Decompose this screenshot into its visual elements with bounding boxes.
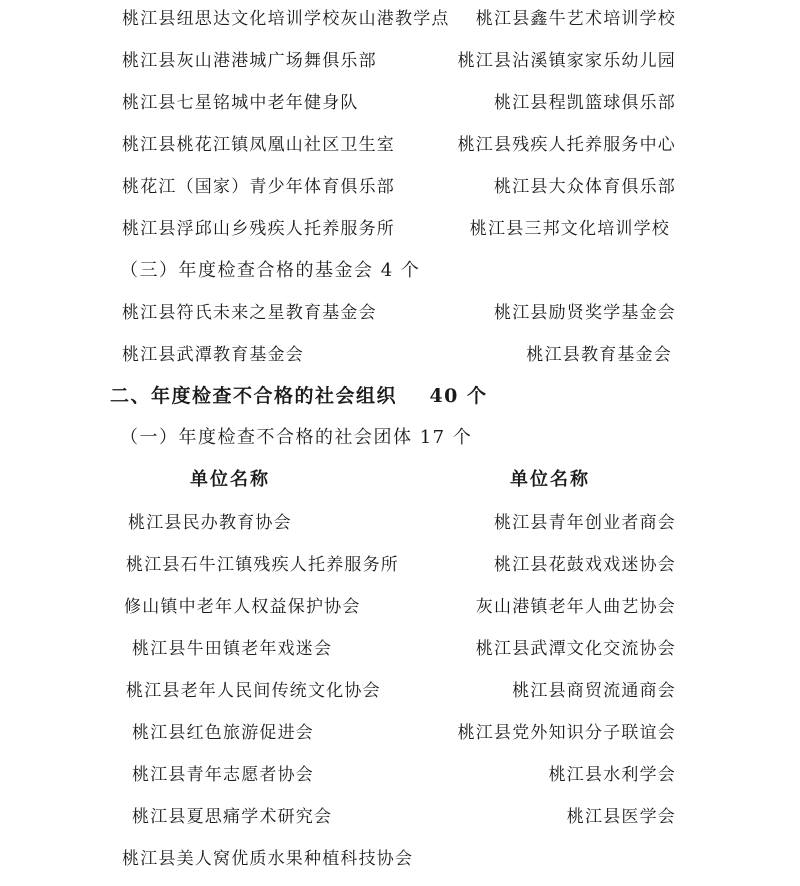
org-name-right: 桃江县党外知识分子联谊会 xyxy=(457,723,676,743)
section-heading-unqualified: 二、年度检查不合格的社会组织 40 个 xyxy=(110,385,488,407)
org-name-right: 桃江县励贤奖学基金会 xyxy=(494,303,676,323)
org-name-left: 桃江县民办教育协会 xyxy=(128,513,292,533)
org-name-left: 桃江县牛田镇老年戏迷会 xyxy=(132,639,333,659)
list-row xyxy=(0,4,800,46)
list-row xyxy=(0,340,800,382)
org-name-left: 桃江县夏思痛学术研究会 xyxy=(132,807,333,827)
org-name-right: 桃江县大众体育俱乐部 xyxy=(494,177,676,197)
section-heading-unqualified-groups: （一）年度检查不合格的社会团体 17 个 xyxy=(120,427,473,448)
org-name-left: 桃江县美人窝优质水果种植科技协会 xyxy=(122,849,414,869)
list-row xyxy=(0,130,800,172)
table-row xyxy=(0,634,800,676)
org-name-right: 桃江县三邦文化培训学校 xyxy=(469,219,670,239)
org-name-left: 桃江县符氏未来之星教育基金会 xyxy=(122,303,377,323)
org-name-right: 桃江县程凯篮球俱乐部 xyxy=(494,93,676,113)
table-row xyxy=(0,550,800,592)
table-row xyxy=(0,718,800,760)
org-name-right: 桃江县残疾人托养服务中心 xyxy=(457,135,676,155)
org-name-left: 桃江县灰山港港城广场舞俱乐部 xyxy=(122,51,377,71)
org-name-left: 桃江县老年人民间传统文化协会 xyxy=(126,681,381,701)
table-row xyxy=(0,676,800,718)
list-row xyxy=(0,172,800,214)
org-name-right: 桃江县武潭文化交流协会 xyxy=(475,639,676,659)
org-name-left: 桃江县石牛江镇残疾人托养服务所 xyxy=(126,555,399,575)
org-name-left: 桃江县青年志愿者协会 xyxy=(132,765,314,785)
org-name-left: 桃江县浮邱山乡残疾人托养服务所 xyxy=(122,219,395,239)
org-name-left: 桃花江（国家）青少年体育俱乐部 xyxy=(122,177,395,197)
org-name-left: 修山镇中老年人权益保护协会 xyxy=(124,597,361,617)
org-name-right: 桃江县医学会 xyxy=(566,807,676,827)
org-name-right: 桃江县青年创业者商会 xyxy=(494,513,676,533)
column-header-left: 单位名称 xyxy=(190,469,270,490)
org-name-left: 桃江县纽思达文化培训学校灰山港教学点 xyxy=(122,9,450,29)
org-name-left: 桃江县七星铭城中老年健身队 xyxy=(122,93,359,113)
org-name-right: 桃江县水利学会 xyxy=(548,765,676,785)
org-name-right: 桃江县教育基金会 xyxy=(526,345,672,365)
org-name-right: 桃江县花鼓戏戏迷协会 xyxy=(494,555,676,575)
table-row xyxy=(0,592,800,634)
table-row xyxy=(0,508,800,550)
org-name-right: 桃江县鑫牛艺术培训学校 xyxy=(475,9,676,29)
column-header-right: 单位名称 xyxy=(510,469,590,490)
table-row xyxy=(0,844,800,886)
list-row xyxy=(0,46,800,88)
table-row xyxy=(0,760,800,802)
list-row xyxy=(0,298,800,340)
org-name-left: 桃江县桃花江镇凤凰山社区卫生室 xyxy=(122,135,395,155)
section-heading-foundations: （三）年度检查合格的基金会 4 个 xyxy=(120,260,421,281)
list-row xyxy=(0,88,800,130)
org-name-right: 灰山港镇老年人曲艺协会 xyxy=(475,597,676,617)
table-row xyxy=(0,802,800,844)
list-row xyxy=(0,214,800,256)
org-name-right: 桃江县商贸流通商会 xyxy=(512,681,676,701)
org-name-left: 桃江县红色旅游促进会 xyxy=(132,723,314,743)
org-name-right: 桃江县沾溪镇家家乐幼儿园 xyxy=(457,51,676,71)
org-name-left: 桃江县武潭教育基金会 xyxy=(122,345,304,365)
